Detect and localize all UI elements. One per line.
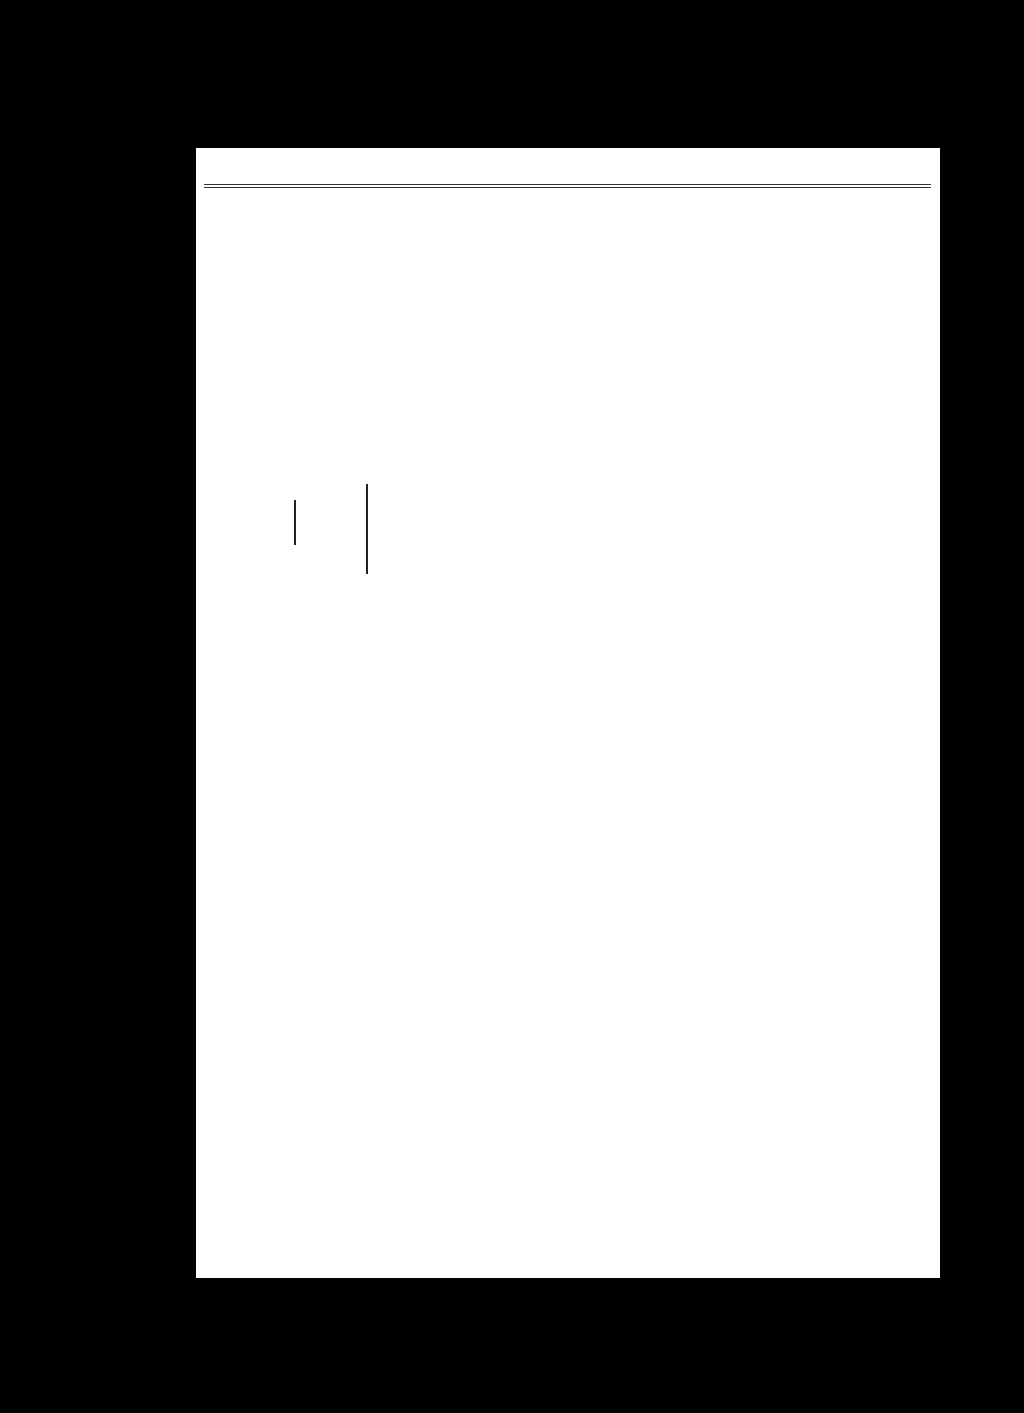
header-rule-thin <box>204 187 931 188</box>
footnote-separator <box>216 1171 296 1172</box>
header-rule <box>204 184 931 185</box>
figure-line-right <box>366 484 368 574</box>
figure-line-left <box>294 500 296 545</box>
page <box>196 148 940 1278</box>
